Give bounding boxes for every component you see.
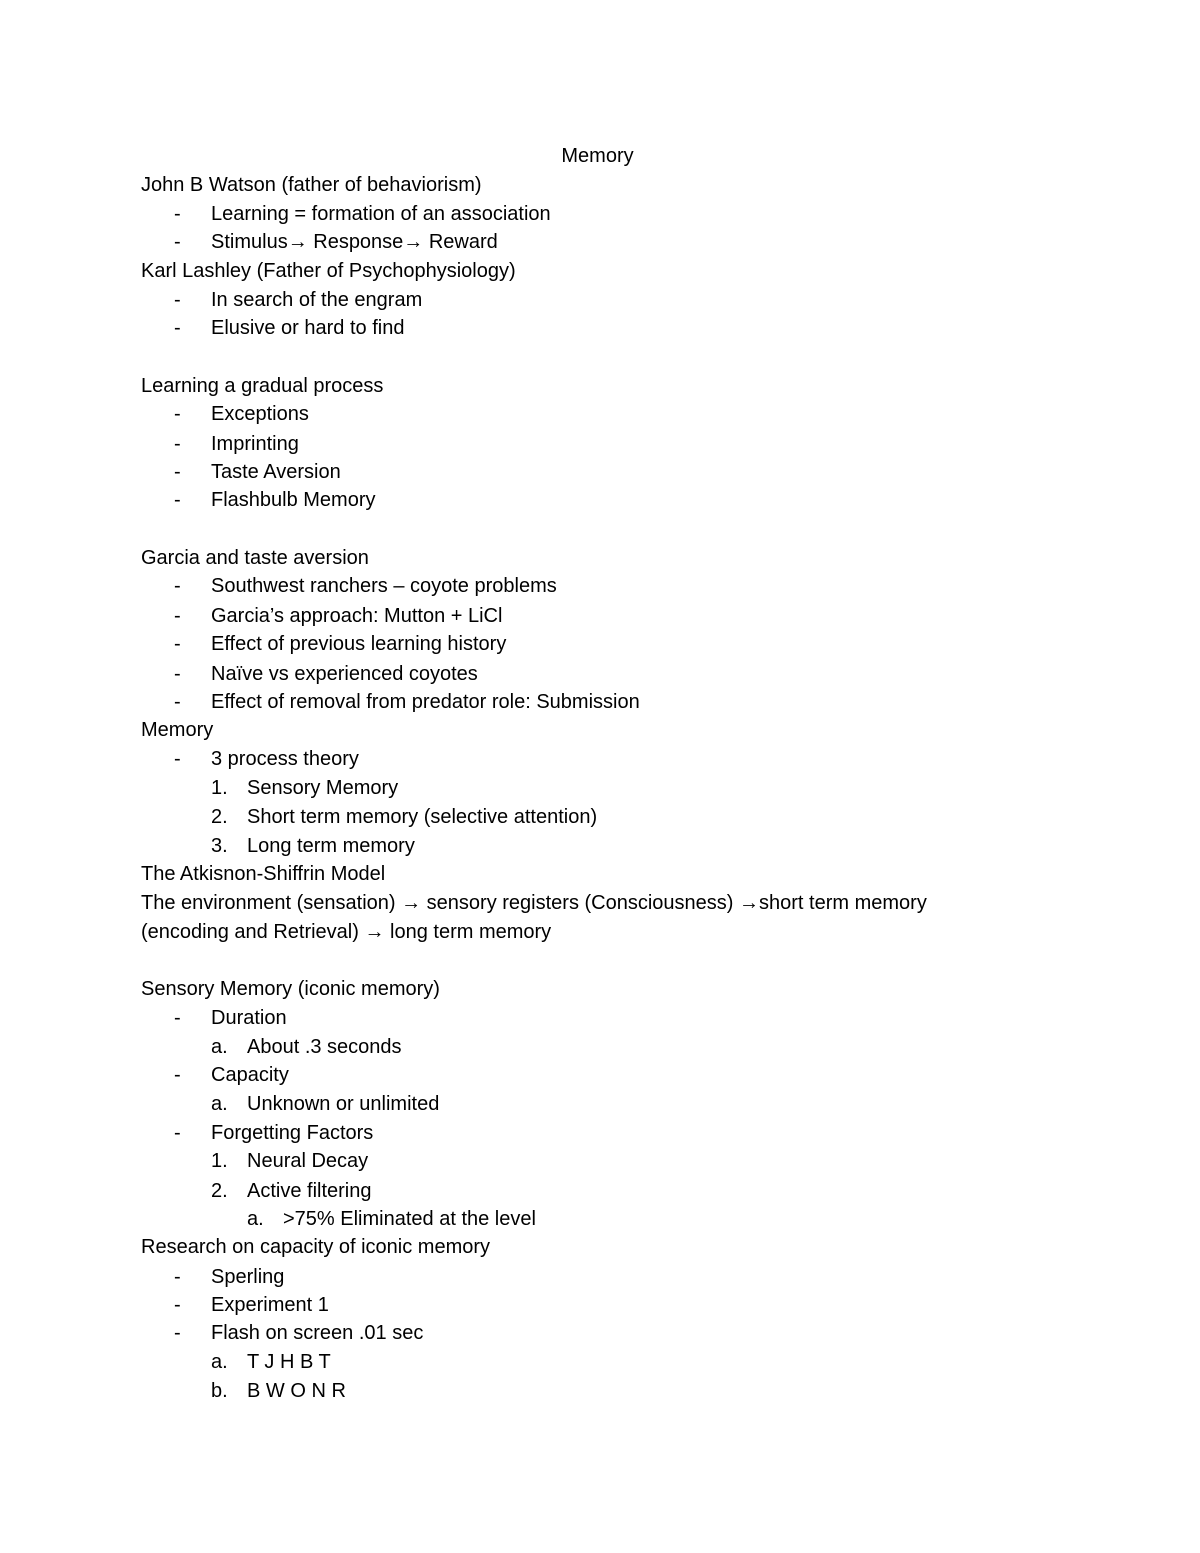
heading-lashley: Karl Lashley (Father of Psychophysiology): [141, 260, 516, 282]
list-number: 3.: [211, 835, 228, 857]
bullet-dash: -: [174, 1064, 181, 1086]
list-item: Forgetting Factors: [211, 1122, 374, 1144]
list-number: 1.: [211, 777, 228, 799]
list-item: B W O N R: [247, 1380, 346, 1402]
page-title: Memory: [561, 145, 634, 167]
bullet-dash: -: [174, 663, 181, 685]
list-item: Garcia’s approach: Mutton + LiCl: [211, 605, 503, 627]
bullet-dash: -: [174, 489, 181, 511]
list-item: Neural Decay: [247, 1150, 369, 1172]
list-item: Sperling: [211, 1266, 285, 1288]
list-letter: b.: [211, 1380, 228, 1402]
list-item: Duration: [211, 1007, 287, 1029]
bullet-dash: -: [174, 231, 181, 253]
list-number: 2.: [211, 1180, 228, 1202]
bullet-dash: -: [174, 203, 181, 225]
list-item: Sensory Memory: [247, 777, 399, 799]
list-item: Learning = formation of an association: [211, 203, 551, 225]
paragraph-line: (encoding and Retrieval) → long term memory: [141, 921, 552, 943]
heading-atkinson: The Atkisnon-Shiffrin Model: [141, 863, 386, 885]
list-item: Exceptions: [211, 403, 309, 425]
paragraph-line: The environment (sensation) → sensory registers (Consciousness) →short term memory: [141, 892, 927, 914]
heading-research: Research on capacity of iconic memory: [141, 1236, 491, 1258]
heading-gradual: Learning a gradual process: [141, 375, 384, 397]
list-item: Southwest ranchers – coyote problems: [211, 575, 557, 597]
bullet-dash: -: [174, 605, 181, 627]
bullet-dash: -: [174, 317, 181, 339]
bullet-dash: -: [174, 433, 181, 455]
list-item: Effect of removal from predator role: Submission: [211, 691, 640, 713]
list-item: Short term memory (selective attention): [247, 806, 598, 828]
list-item: Effect of previous learning history: [211, 633, 507, 655]
bullet-dash: -: [174, 633, 181, 655]
heading-watson: John B Watson (father of behaviorism): [141, 174, 482, 196]
list-item: Elusive or hard to find: [211, 317, 405, 339]
heading-sensory: Sensory Memory (iconic memory): [141, 978, 440, 1000]
heading-garcia: Garcia and taste aversion: [141, 547, 369, 569]
list-item: Flash on screen .01 sec: [211, 1322, 424, 1344]
list-item: Active filtering: [247, 1180, 372, 1202]
list-item: In search of the engram: [211, 289, 423, 311]
list-number: 2.: [211, 806, 228, 828]
list-item: About .3 seconds: [247, 1036, 402, 1058]
list-item: Imprinting: [211, 433, 299, 455]
bullet-dash: -: [174, 691, 181, 713]
bullet-dash: -: [174, 1294, 181, 1316]
bullet-dash: -: [174, 1007, 181, 1029]
bullet-dash: -: [174, 289, 181, 311]
list-number: 1.: [211, 1150, 228, 1172]
list-letter: a.: [211, 1351, 228, 1373]
list-item: Naïve vs experienced coyotes: [211, 663, 478, 685]
bullet-dash: -: [174, 1266, 181, 1288]
bullet-dash: -: [174, 1322, 181, 1344]
list-item: Experiment 1: [211, 1294, 329, 1316]
list-item: 3 process theory: [211, 748, 359, 770]
bullet-dash: -: [174, 575, 181, 597]
list-item: Flashbulb Memory: [211, 489, 376, 511]
list-item: Capacity: [211, 1064, 289, 1086]
list-letter: a.: [211, 1093, 228, 1115]
bullet-dash: -: [174, 403, 181, 425]
heading-memory: Memory: [141, 719, 214, 741]
list-letter: a.: [247, 1208, 264, 1230]
list-letter: a.: [211, 1036, 228, 1058]
list-item: Taste Aversion: [211, 461, 341, 483]
bullet-dash: -: [174, 748, 181, 770]
list-item: >75% Eliminated at the level: [283, 1208, 536, 1230]
list-item: Unknown or unlimited: [247, 1093, 440, 1115]
list-item: Long term memory: [247, 835, 415, 857]
bullet-dash: -: [174, 461, 181, 483]
list-item: T J H B T: [247, 1351, 331, 1373]
list-item: Stimulus→ Response→ Reward: [211, 231, 498, 253]
bullet-dash: -: [174, 1122, 181, 1144]
